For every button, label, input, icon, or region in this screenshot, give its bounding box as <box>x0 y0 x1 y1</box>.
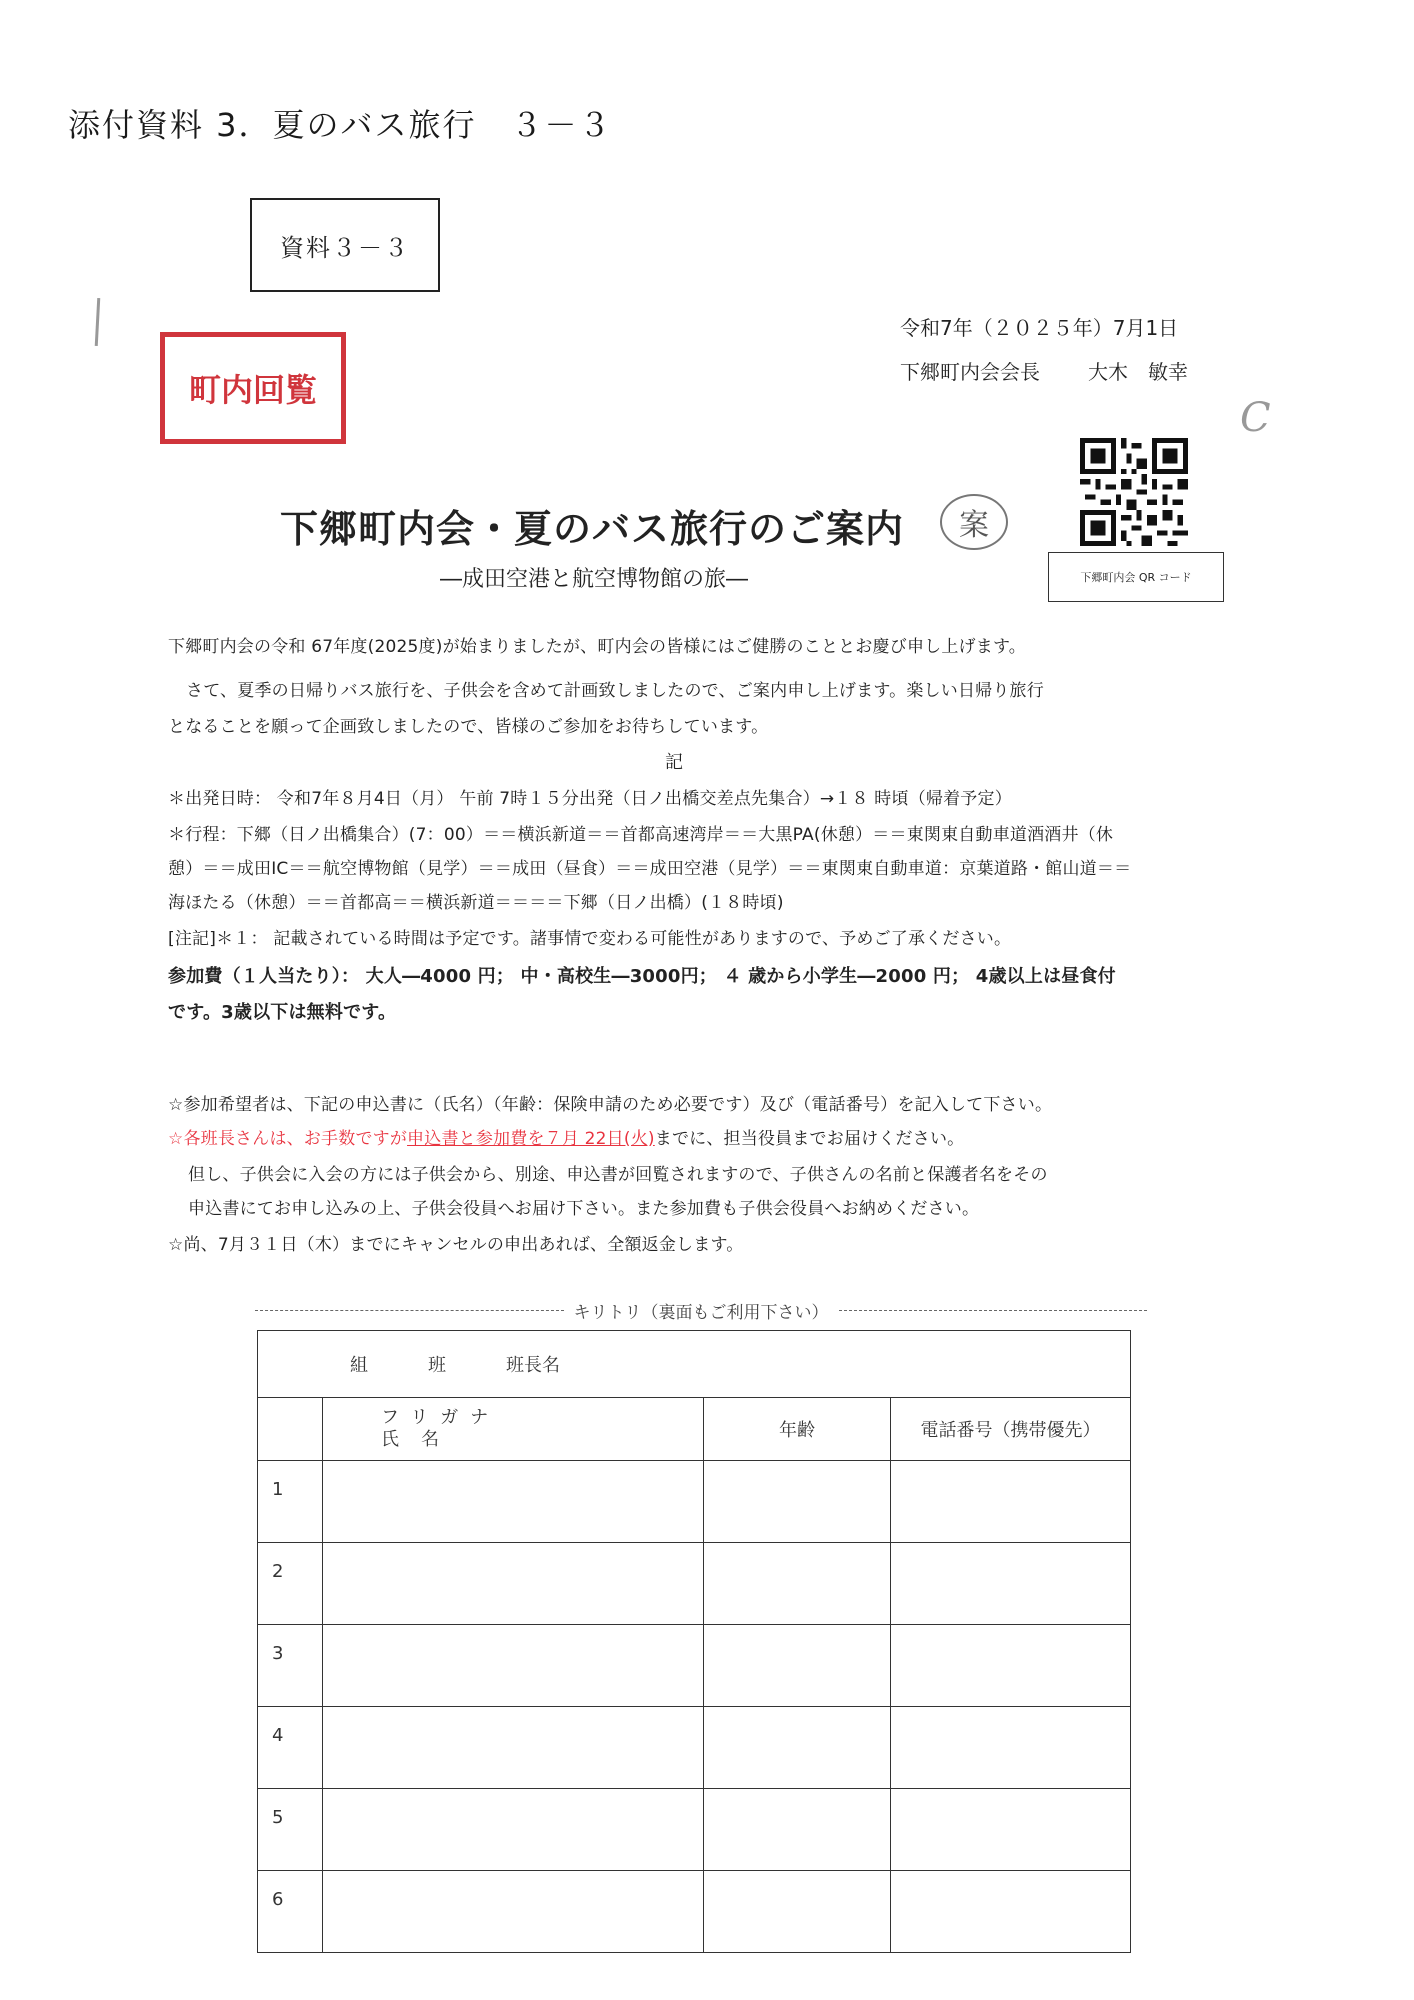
name-input-cell[interactable] <box>323 1625 704 1707</box>
name-input-cell[interactable] <box>323 1789 704 1871</box>
header-name: 氏 名 <box>381 1429 441 1450</box>
row-number: 6 <box>258 1871 323 1953</box>
header-age: 年齢 <box>779 1420 815 1441</box>
header-phone-cell <box>891 1398 1131 1461</box>
intro-paragraph-2a: さて、夏季の日帰りバス旅行を、子供会を含めて計画致しましたので、ご案内申し上げます。楽しい日帰り旅行 <box>186 681 1044 701</box>
table-row <box>258 1707 1131 1789</box>
header-furigana: フリガナ <box>381 1407 501 1428</box>
phone-input-cell[interactable] <box>891 1625 1131 1707</box>
route-line-2: 憩）＝＝成田IC＝＝航空博物館（見学）＝＝成田（昼食）＝＝成田空港（見学）＝＝東関東自動車道：京葉道路・館山道＝＝ <box>168 859 1132 879</box>
row-number: 5 <box>258 1789 323 1871</box>
qr-code-icon <box>1080 438 1188 546</box>
document-label: 資料３－３ <box>280 233 410 262</box>
row-number: 4 <box>258 1707 323 1789</box>
group-label-han: 班 <box>428 1355 446 1376</box>
departure-line: ＊出発日時： 令和7年８月4日（月） 午前 7時１５分出発（日ノ出橋交差点先集合）→１８ 時頃（帰着予定） <box>168 789 1012 809</box>
instruction-2-pre: ☆各班長さんは、お手数ですが <box>168 1129 408 1149</box>
fee-line-2: です。3歳以下は無料です。 <box>168 1002 397 1023</box>
instruction-3a: 但し、子供会に入会の方には子供会から、別途、申込書が回覧されますので、子供さんの名前と保護者名をその <box>188 1165 1048 1185</box>
document-label-box <box>250 198 440 292</box>
phone-input-cell[interactable] <box>891 1707 1131 1789</box>
header-age-cell <box>704 1398 891 1461</box>
ki-heading: 記 <box>665 752 683 773</box>
note-line: [注記]＊１： 記載されている時間は予定です。諸事情で変わる可能性がありますので、予めご了承ください。 <box>168 929 1012 949</box>
name-input-cell[interactable] <box>323 1707 704 1789</box>
instruction-2-deadline: 申込書と参加費を７月 22日(火) <box>407 1129 655 1149</box>
name-input-cell[interactable] <box>323 1871 704 1953</box>
draft-mark: 案 <box>940 494 1008 550</box>
age-input-cell[interactable] <box>704 1461 891 1543</box>
issuer-name: 大木 敏幸 <box>1088 360 1188 384</box>
row-number: 1 <box>258 1461 323 1543</box>
instruction-2 <box>168 1124 964 1149</box>
group-row <box>258 1331 1131 1398</box>
age-input-cell[interactable] <box>704 1707 891 1789</box>
issuer-org: 下郷町内会会長 <box>900 360 1040 384</box>
route-line-3: 海ほたる（休憩）＝＝首都高＝＝横浜新道＝＝＝＝下郷（日ノ出橋）(１８時頃) <box>168 893 784 913</box>
handwritten-mark-left <box>95 298 101 346</box>
application-form-table <box>257 1330 1131 1953</box>
phone-input-cell[interactable] <box>891 1789 1131 1871</box>
phone-input-cell[interactable] <box>891 1543 1131 1625</box>
name-input-cell[interactable] <box>323 1543 704 1625</box>
name-input-cell[interactable] <box>323 1461 704 1543</box>
age-input-cell[interactable] <box>704 1871 891 1953</box>
instruction-1: ☆参加希望者は、下記の申込書に（氏名）（年齢：保険申請のため必要です）及び（電話番号）を記入して下さい。 <box>168 1095 1053 1115</box>
issue-date: 令和7年（２０２５年）7月1日 <box>900 316 1179 340</box>
header-phone: 電話番号（携帯優先） <box>920 1420 1101 1441</box>
group-label-hanchou: 班長名 <box>506 1355 560 1376</box>
row-number: 2 <box>258 1543 323 1625</box>
qr-caption: 下郷町内会 QR コード <box>1080 571 1192 584</box>
header-blank-cell <box>258 1398 323 1461</box>
table-row <box>258 1625 1131 1707</box>
issuer-line <box>900 356 1188 385</box>
age-input-cell[interactable] <box>704 1789 891 1871</box>
table-row <box>258 1871 1131 1953</box>
header-name-cell <box>323 1398 704 1461</box>
phone-input-cell[interactable] <box>891 1871 1131 1953</box>
cut-line-text: キリトリ（裏面もご利用下さい） <box>573 1303 829 1323</box>
subtitle: ―成田空港と航空博物館の旅― <box>440 567 749 592</box>
intro-paragraph-2b: となることを願って企画致しましたので、皆様のご参加をお待ちしています。 <box>168 717 769 737</box>
row-number: 3 <box>258 1625 323 1707</box>
handwritten-mark-right: C <box>1240 395 1271 441</box>
intro-paragraph-1: 下郷町内会の令和 67年度(2025度)が始まりましたが、町内会の皆様にはご健勝のこととお慶び申し上げます。 <box>168 637 1027 657</box>
age-input-cell[interactable] <box>704 1543 891 1625</box>
main-title: 下郷町内会・夏のバス旅行のご案内 <box>280 507 905 551</box>
circulation-stamp <box>160 332 346 444</box>
column-header-row <box>258 1398 1131 1461</box>
group-label-kumi: 組 <box>350 1355 368 1376</box>
table-row <box>258 1789 1131 1871</box>
instruction-4: ☆尚、7月３１日（木）までにキャンセルの申出あれば、全額返金します。 <box>168 1235 744 1255</box>
fee-line-1: 参加費（１人当たり）： 大人―4000 円； 中・高校生―3000円； ４ 歳から小学生―2000 円； 4歳以上は昼食付 <box>168 966 1116 987</box>
group-cell[interactable] <box>258 1331 1131 1398</box>
instruction-2-post: までに、担当役員までお届けください。 <box>654 1129 965 1149</box>
stamp-text: 町内回覧 <box>188 371 317 409</box>
instruction-3b: 申込書にてお申し込みの上、子供会役員へお届け下さい。また参加費も子供会役員へお納めください。 <box>188 1199 980 1219</box>
qr-caption-box <box>1048 552 1224 602</box>
cut-line-dash-right <box>839 1310 1148 1311</box>
table-row <box>258 1543 1131 1625</box>
cut-line <box>255 1298 1147 1323</box>
header-title: 添付資料 3．夏のバス旅行 ３－３ <box>68 106 613 144</box>
age-input-cell[interactable] <box>704 1625 891 1707</box>
route-line-1: ＊行程：下郷（日ノ出橋集合）(7：00）＝＝横浜新道＝＝首都高速湾岸＝＝大黒PA(休憩）＝＝東関東自動車道酒酒井（休 <box>168 825 1114 845</box>
cut-line-dash-left <box>255 1310 564 1311</box>
table-row <box>258 1461 1131 1543</box>
phone-input-cell[interactable] <box>891 1461 1131 1543</box>
